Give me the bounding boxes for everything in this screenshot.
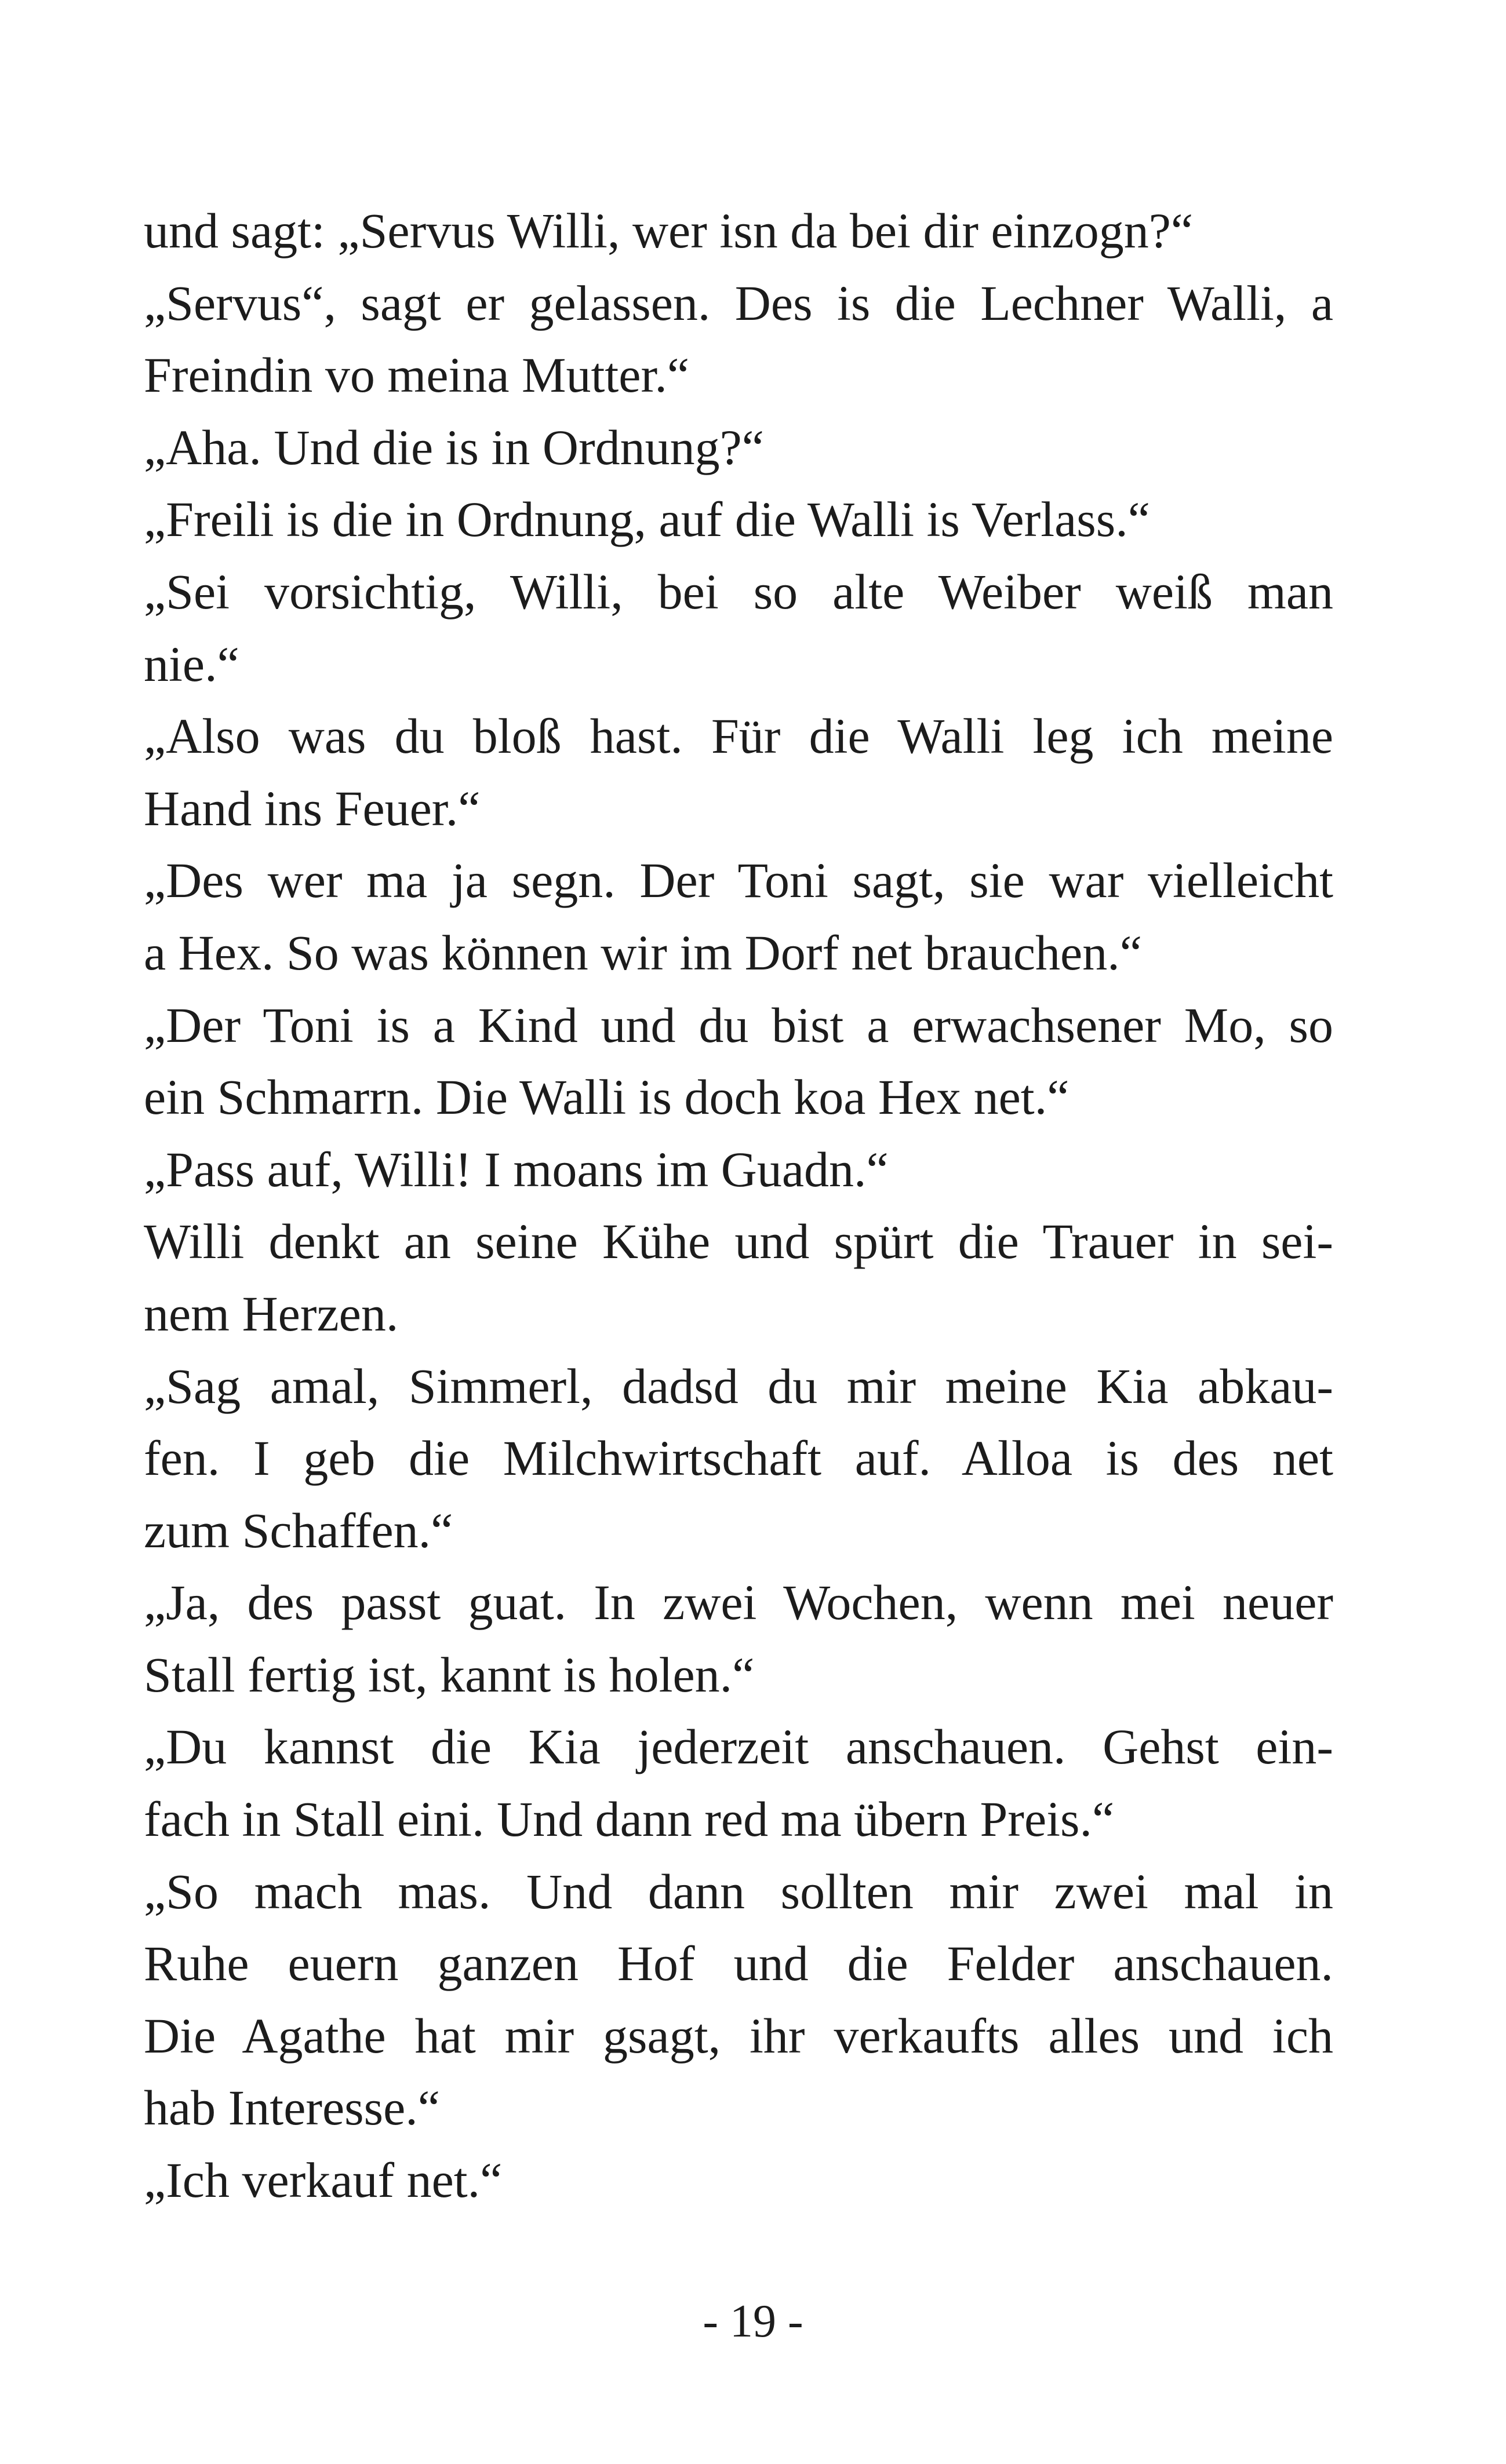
text-line: Die Agathe hat mir gsagt, ihr verkaufts alles und ich	[144, 2007, 1333, 2064]
text-line: Freindin vo meina Mutter.“	[144, 347, 690, 403]
text-line: hab Interesse.“	[144, 2080, 440, 2136]
text-line: „Ja, des passt guat. In zwei Wochen, wenn mei neuer	[144, 1574, 1333, 1631]
text-line: zum Schaffen.“	[144, 1502, 453, 1558]
text-line: Hand ins Feuer.“	[144, 780, 481, 836]
text-line: nie.“	[144, 636, 239, 692]
body-text	[144, 195, 1333, 2217]
text-line: Willi denkt an seine Kühe und spürt die Trauer in sei-	[144, 1213, 1333, 1270]
text-line: a Hex. So was können wir im Dorf net brauchen.“	[144, 924, 1142, 981]
text-line: „Des wer ma ja segn. Der Toni sagt, sie war vielleicht	[144, 852, 1333, 909]
text-line: „So mach mas. Und dann sollten mir zwei mal in	[144, 1863, 1333, 1919]
text-line: „Aha. Und die is in Ordnung?“	[144, 419, 764, 475]
text-line: „Servus“, sagt er gelassen. Des is die Lechner Walli, a	[144, 275, 1333, 331]
page-number: - 19 -	[703, 2296, 803, 2347]
text-line: fach in Stall eini. Und dann red ma übern Preis.“	[144, 1791, 1115, 1847]
text-line: und sagt: „Servus Willi, wer isn da bei dir einzogn?“	[144, 203, 1194, 258]
text-line: „Du kannst die Kia jederzeit anschauen. Gehst ein-	[144, 1719, 1333, 1775]
text-line: „Freili is die in Ordnung, auf die Walli is Verlass.“	[144, 491, 1150, 548]
text-line: fen. I geb die Milchwirtschaft auf. Alloa is des net	[144, 1430, 1333, 1486]
text-line: „Sag amal, Simmerl, dadsd du mir meine Kia abkau-	[144, 1358, 1333, 1414]
text-line: ein Schmarrn. Die Walli is doch koa Hex net.“	[144, 1069, 1070, 1125]
text-line: „Also was du bloß hast. Für die Walli leg ich meine	[144, 708, 1333, 764]
text-line: „Ich verkauf net.“	[144, 2152, 503, 2208]
text-line: Ruhe euern ganzen Hof und die Felder anschauen.	[144, 1936, 1333, 1992]
text-line: „Pass auf, Willi! I moans im Guadn.“	[144, 1141, 889, 1197]
text-line: „Sei vorsichtig, Willi, bei so alte Weiber weiß man	[144, 563, 1333, 619]
text-line: Stall fertig ist, kannt is holen.“	[144, 1646, 755, 1703]
text-line: „Der Toni is a Kind und du bist a erwachsener Mo, so	[144, 997, 1333, 1053]
text-line: nem Herzen.	[144, 1285, 399, 1342]
